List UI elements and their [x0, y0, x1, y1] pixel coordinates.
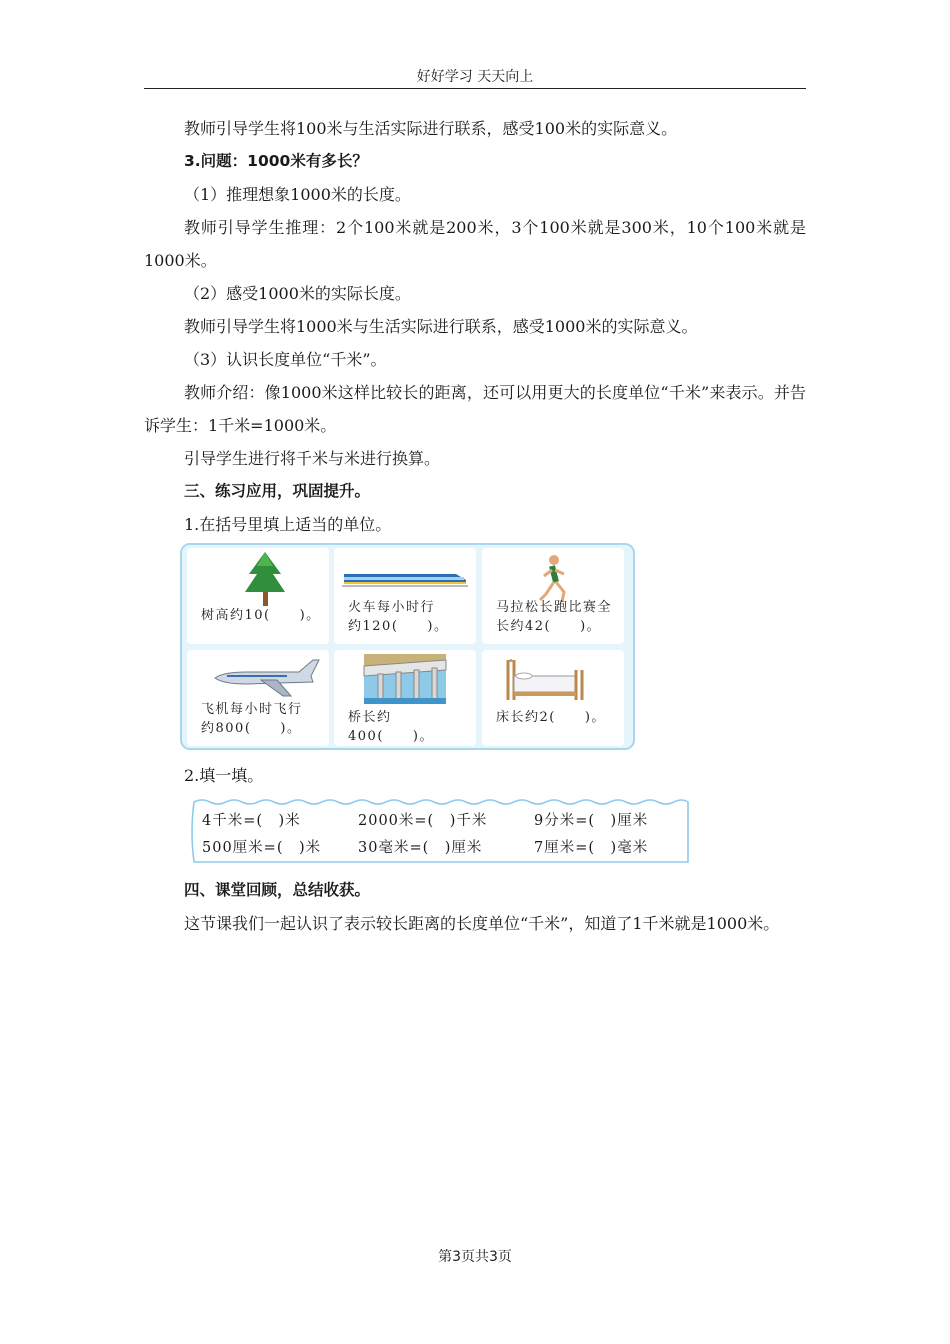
exercise-cell-bridge — [334, 650, 476, 746]
exercise-2-title: 2.填一填。 — [184, 766, 264, 785]
cell-caption-line-2: 约120( )。 — [348, 619, 449, 634]
exercise-1-title: 1.在括号里填上适当的单位。 — [184, 515, 392, 534]
cell-caption-line-1: 马拉松长跑比赛全 — [496, 600, 613, 615]
exercise-cell-tree — [187, 548, 329, 644]
cell-caption: 桥长约400( )。 — [348, 710, 434, 744]
page-number: 第3页共3页 — [438, 1249, 512, 1265]
summary-paragraph: 这节课我们一起认识了表示较长距离的长度单位“千米”，知道了1千米就是1000米。 — [184, 914, 780, 933]
fill-item: 2000米=( )千米 — [358, 813, 488, 829]
bed-icon — [482, 650, 624, 710]
header-rule — [144, 88, 806, 89]
exercise-cell-runner — [482, 548, 624, 644]
paragraph-1: 教师引导学生将100米与生活实际进行联系，感受100米的实际意义。 — [184, 119, 678, 138]
fill-item: 7厘米=( )毫米 — [534, 840, 649, 856]
fill-item: 30毫米=( )厘米 — [358, 840, 483, 856]
paragraph-introduce-km: 教师介绍：像1000米这样比较长的距离，还可以用更大的长度单位“千米”来表示。并告诉学生：1千米=1000米。 — [144, 383, 806, 435]
exercise-1-picture-grid — [180, 543, 635, 750]
exercise-2-box — [188, 798, 693, 866]
fill-item: 9分米=( )厘米 — [534, 813, 649, 829]
cell-caption: 树高约10( )。 — [201, 608, 321, 623]
exercise-cell-airplane — [187, 650, 329, 746]
paragraph-reasoning: 教师引导学生推理：2个100米就是200米，3个100米就是300米，10个100米就是1000米。 — [144, 218, 806, 270]
paragraph-step-1: （1）推理想象1000米的长度。 — [184, 185, 411, 204]
cell-caption-line-2: 约800( )。 — [201, 721, 302, 736]
paragraph-connect-1000: 教师引导学生将1000米与生活实际进行联系，感受1000米的实际意义。 — [184, 317, 698, 336]
tree-icon — [187, 548, 329, 608]
fill-item: 4千米=( )米 — [202, 813, 301, 829]
heading-section-4: 四、课堂回顾，总结收获。 — [184, 881, 371, 899]
paragraph-conversion: 引导学生进行将千米与米进行换算。 — [184, 449, 441, 468]
cell-caption: 床长约2( )。 — [496, 710, 606, 725]
airplane-icon — [187, 650, 329, 706]
page-header: 好好学习 天天向上 — [416, 69, 534, 85]
heading-question-3: 3.问题：1000米有多长？ — [184, 152, 368, 170]
paragraph-step-2: （2）感受1000米的实际长度。 — [184, 284, 411, 303]
bridge-icon — [334, 650, 476, 710]
exercise-cell-train — [334, 548, 476, 644]
exercise-cell-bed — [482, 650, 624, 746]
fill-item: 500厘米=( )米 — [202, 840, 322, 856]
cell-caption-line-2: 长约42( )。 — [496, 619, 602, 634]
cell-caption-line-1: 火车每小时行 — [348, 600, 436, 615]
paragraph-step-3: （3）认识长度单位“千米”。 — [184, 350, 387, 369]
cell-caption-line-1: 飞机每小时飞行 — [201, 702, 303, 717]
heading-section-3: 三、练习应用，巩固提升。 — [184, 482, 371, 500]
